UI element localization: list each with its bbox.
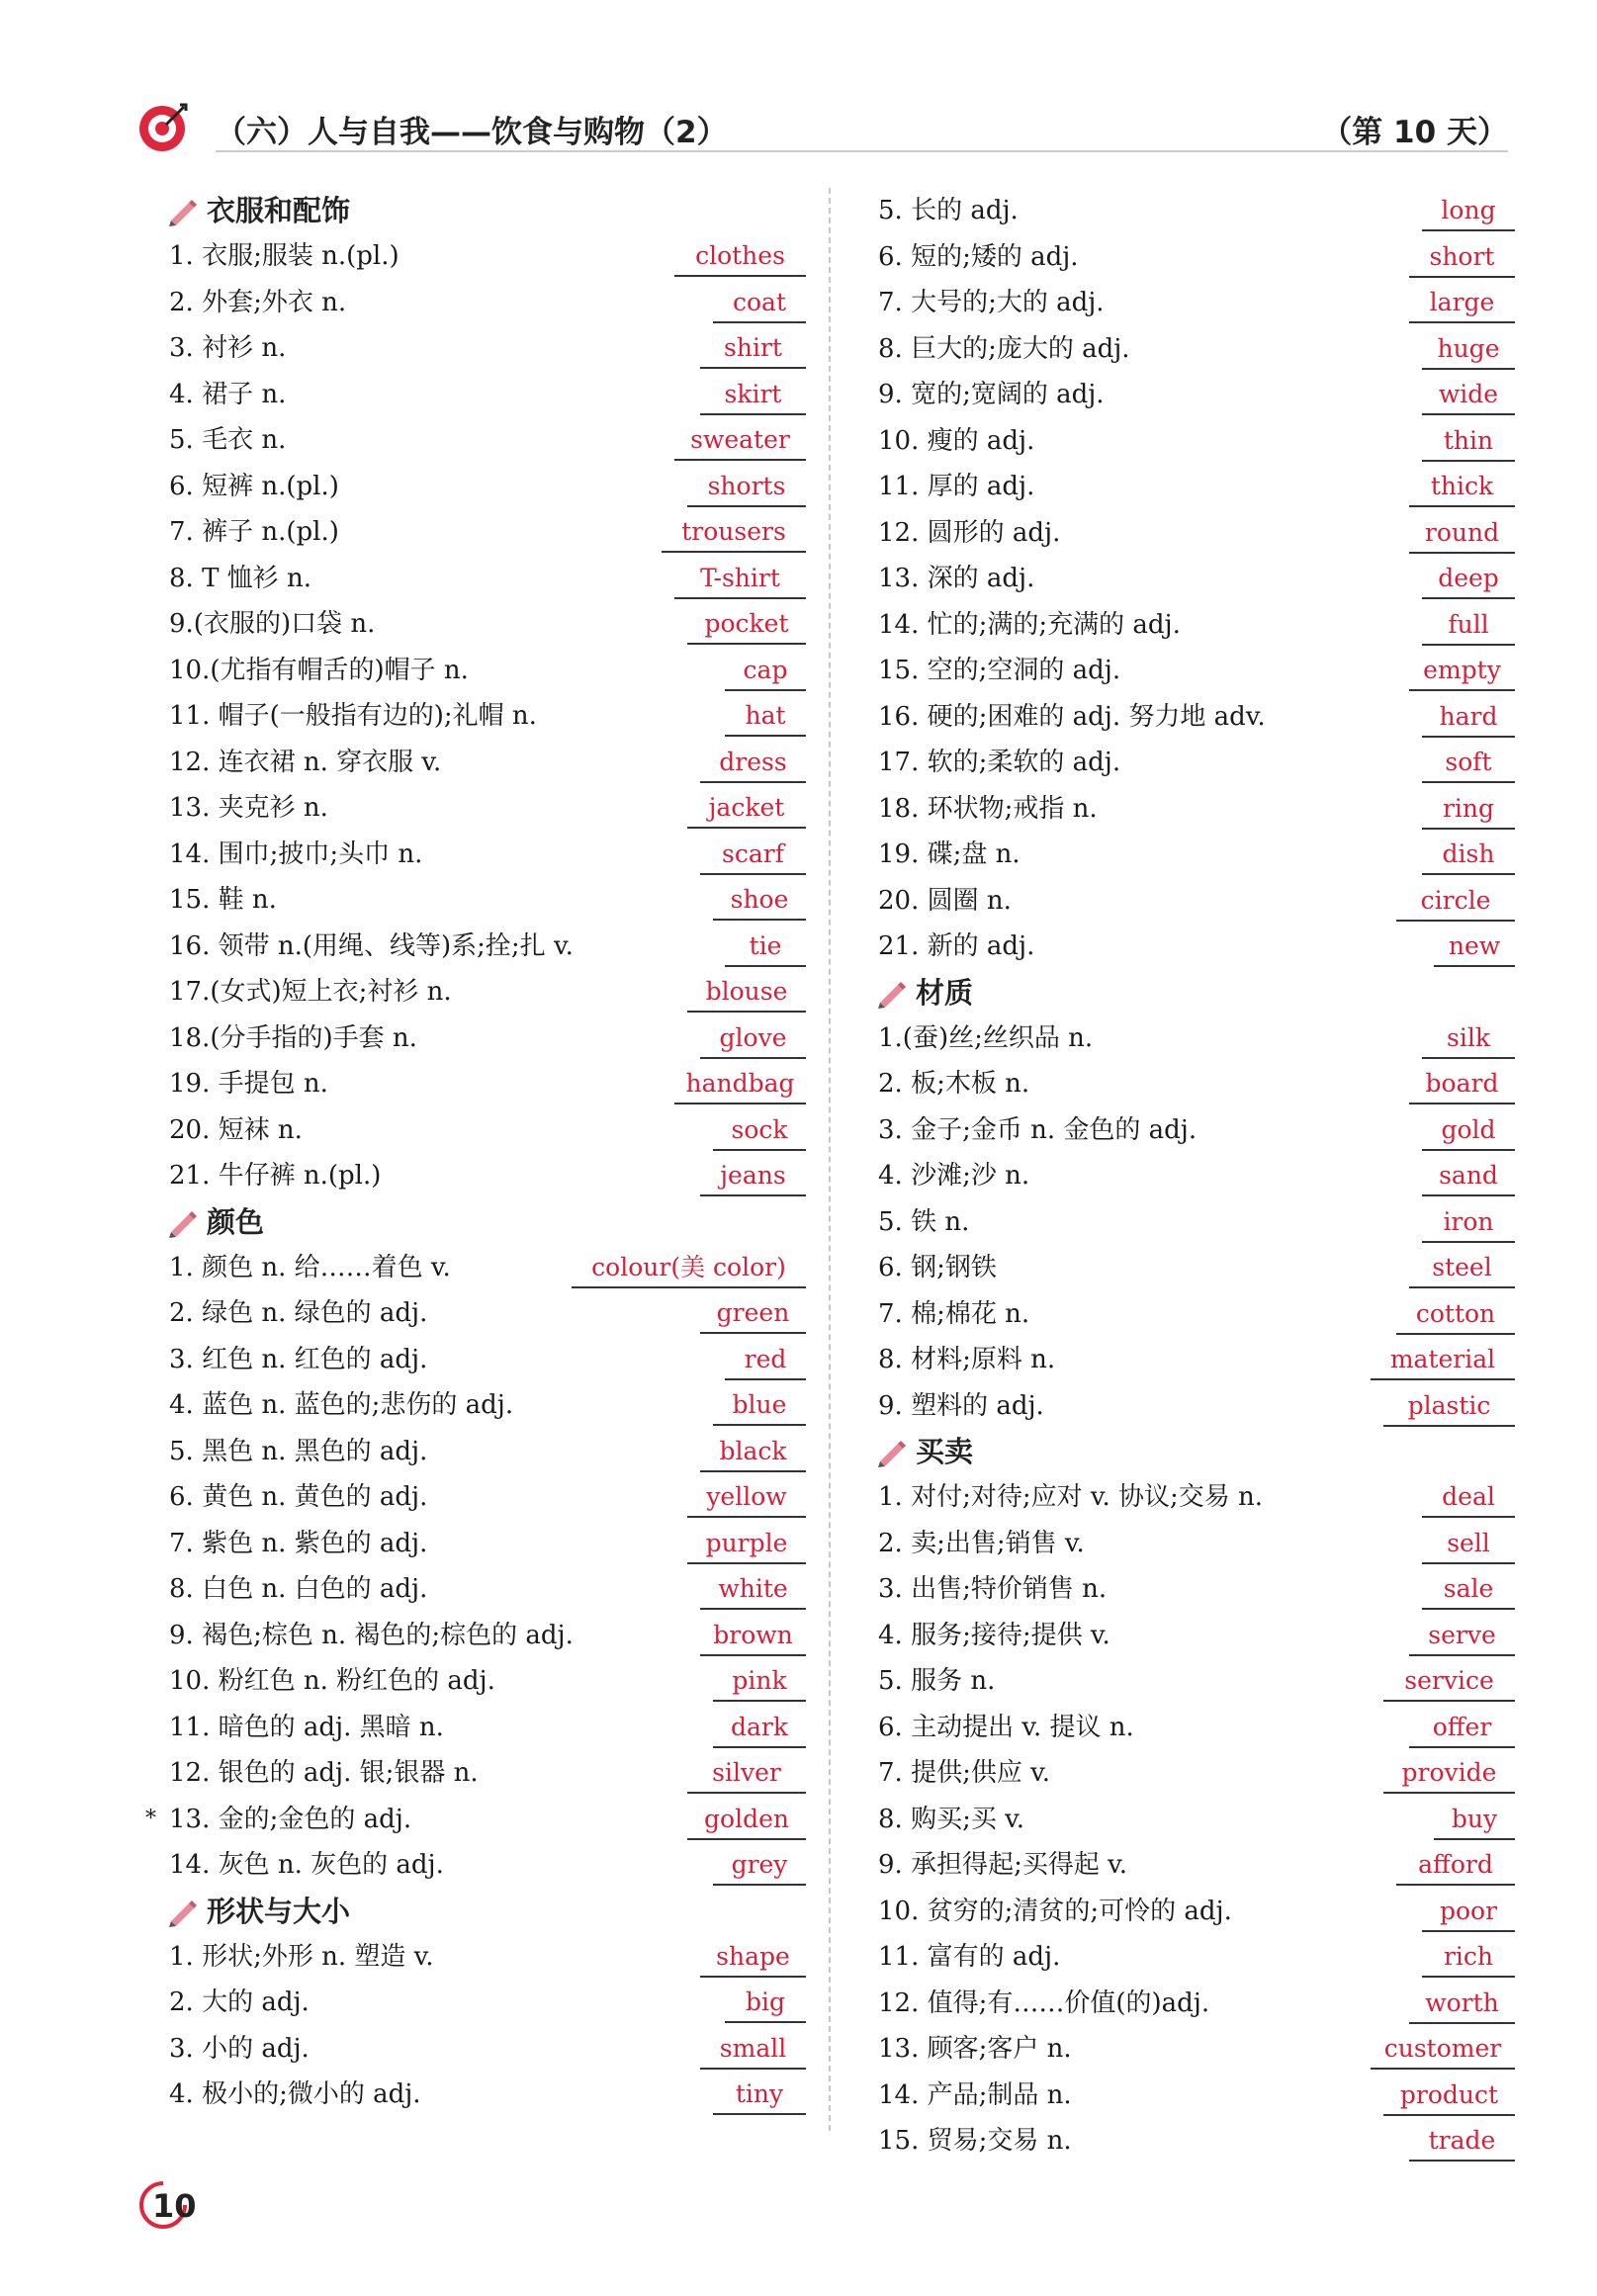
vocab-definition: 3. 红色 n. 红色的 adj.: [169, 1344, 428, 1374]
vocab-row: [163, 740, 806, 786]
vocab-answer: new: [1434, 927, 1515, 967]
vocab-row: [872, 1521, 1515, 1567]
vocab-row: [872, 1291, 1515, 1338]
vocab-definition: 5. 黑色 n. 黑色的 adj.: [169, 1436, 428, 1466]
pencil-icon: [876, 977, 908, 1009]
vocab-row: [872, 234, 1515, 281]
vocab-answer: big: [725, 1984, 806, 2023]
vocab-definition: 5. 铁 n.: [878, 1206, 970, 1237]
vocab-row: [872, 1566, 1515, 1613]
vocab-row: [163, 877, 806, 924]
vocab-answer: ring: [1422, 790, 1515, 830]
vocab-answer: red: [725, 1341, 806, 1380]
vocab-row: [163, 1842, 806, 1889]
vocab-definition: 10. 瘦的 adj.: [878, 425, 1035, 456]
vocab-definition: 10. 贫穷的;清贫的;可怜的 adj.: [878, 1896, 1232, 1926]
vocab-definition: 6. 短的;矮的 adj.: [878, 241, 1079, 272]
vocab-answer: dress: [700, 744, 806, 783]
vocab-definition: 15. 鞋 n.: [169, 885, 277, 915]
vocab-row: [872, 786, 1515, 833]
vocab-definition: 1. 衣服;服装 n.(pl.): [169, 241, 399, 271]
vocab-row: [872, 1016, 1515, 1062]
vocab-answer: iron: [1422, 1203, 1515, 1243]
left-column: [145, 188, 806, 2118]
vocab-definition: 1. 颜色 n. 给……着色 v.: [169, 1252, 451, 1282]
vocab-answer: clothes: [674, 237, 806, 277]
vocab-definition: 7. 棉;棉花 n.: [878, 1298, 1030, 1329]
vocab-answer: wide: [1422, 376, 1515, 415]
section-title: [163, 1199, 806, 1245]
vocab-definition: 13. 金的;金色的 adj.: [169, 1804, 412, 1834]
vocab-answer: sell: [1422, 1525, 1515, 1564]
vocab-definition: 2. 板;木板 n.: [878, 1069, 1030, 1099]
vocab-definition: 2. 大的 adj.: [169, 1987, 310, 2017]
vocab-row: [163, 1705, 806, 1751]
vocab-answer: short: [1409, 238, 1515, 278]
vocab-definition: 10. 粉红色 n. 粉红色的 adj.: [169, 1666, 495, 1696]
vocab-answer: rich: [1422, 1938, 1515, 1978]
vocab-answer: large: [1409, 284, 1515, 323]
pencil-icon: [167, 1206, 199, 1238]
vocab-answer: T-shirt: [674, 560, 806, 599]
vocab-answer: jeans: [700, 1157, 806, 1196]
vocab-row: [872, 832, 1515, 878]
vocab-row: [145, 1797, 806, 1843]
vocab-row: [872, 1153, 1515, 1199]
vocab-row: [872, 2026, 1515, 2073]
vocab-definition: 12. 银色的 adj. 银;银器 n.: [169, 1758, 479, 1788]
vocab-definition: 8. 购买;买 v.: [878, 1804, 1024, 1834]
vocab-row: [163, 372, 806, 418]
vocab-row: [872, 418, 1515, 465]
vocab-definition: 14. 灰色 n. 灰色的 adj.: [169, 1850, 444, 1880]
section-title-text: 买卖: [916, 1435, 974, 1468]
vocab-row: [163, 556, 806, 602]
vocab-definition: 12. 连衣裙 n. 穿衣服 v.: [169, 747, 442, 777]
vocab-answer: jacket: [687, 789, 806, 829]
vocab-definition: 7. 裤子 n.(pl.): [169, 517, 339, 547]
page-title: （六）人与自我——饮食与购物（2）: [216, 115, 728, 150]
vocab-definition: 6. 钢;钢铁: [878, 1253, 997, 1282]
vocab-definition: 1.(蚕)丝;丝织品 n.: [878, 1022, 1094, 1053]
vocab-definition: 16. 领带 n.(用绳、线等)系;拴;扎 v.: [169, 930, 574, 961]
vocab-answer: trade: [1409, 2122, 1515, 2162]
page-header: [129, 99, 1508, 154]
vocab-list: [872, 1016, 1515, 1430]
section-title: [163, 188, 806, 233]
vocab-list: [145, 1245, 806, 1889]
vocab-answer: pink: [713, 1662, 806, 1702]
vocab-definition: 11. 厚的 adj.: [878, 472, 1035, 501]
vocab-answer: long: [1422, 192, 1515, 231]
vocab-answer: sock: [713, 1111, 806, 1151]
vocab-answer: trousers: [662, 513, 806, 553]
vocab-definition: 6. 短裤 n.(pl.): [169, 471, 339, 501]
vocab-definition: 11. 富有的 adj.: [878, 1942, 1061, 1972]
vocab-definition: 14. 产品;制品 n.: [878, 2079, 1072, 2110]
section-title: [872, 1429, 1515, 1474]
vocab-row: [163, 601, 806, 648]
vocab-answer: grey: [713, 1846, 806, 1886]
vocab-answer: black: [700, 1433, 806, 1472]
vocab-answer: green: [700, 1294, 806, 1334]
vocab-definition: 10.(尤指有帽舌的)帽子 n.: [169, 655, 469, 685]
vocab-row: [872, 2073, 1515, 2119]
vocab-definition: 19. 碟;盘 n.: [878, 839, 1020, 869]
section-title: [163, 1889, 806, 1934]
vocab-definition: 3. 小的 adj.: [169, 2033, 310, 2064]
vocab-definition: 3. 出售;特价销售 n.: [878, 1574, 1108, 1604]
column-divider: [829, 188, 831, 2131]
right-column: [872, 188, 1515, 2164]
vocab-answer: hard: [1422, 698, 1515, 738]
vocab-answer: silk: [1422, 1019, 1515, 1059]
vocab-definition: 16. 硬的;困难的 adj. 努力地 adv.: [878, 701, 1266, 732]
vocab-definition: 4. 极小的;微小的 adj.: [169, 2079, 421, 2109]
vocab-row: [872, 510, 1515, 557]
vocab-row: [163, 1750, 806, 1797]
vocab-row: [163, 648, 806, 694]
vocab-answer: golden: [687, 1801, 806, 1840]
vocab-answer: hat: [725, 697, 806, 737]
vocab-row: [163, 417, 806, 464]
vocab-answer: tiny: [713, 2075, 806, 2115]
vocab-row: [163, 693, 806, 740]
vocab-definition: 9. 塑料的 adj.: [878, 1390, 1044, 1421]
vocab-row: [872, 1474, 1515, 1521]
vocab-row: [872, 1981, 1515, 2027]
section-title-text: 衣服和配饰: [207, 194, 351, 227]
vocab-answer: handbag: [674, 1065, 806, 1104]
vocab-row: [872, 1613, 1515, 1659]
vocab-row: [872, 326, 1515, 373]
vocab-row: [163, 1382, 806, 1429]
vocab-answer: provide: [1383, 1754, 1515, 1794]
vocab-list: [163, 233, 806, 1199]
pencil-icon: [167, 1896, 199, 1927]
vocab-row: [163, 1337, 806, 1383]
vocab-row: [163, 832, 806, 878]
section-title-text: 颜色: [207, 1204, 265, 1239]
vocab-definition: 11. 暗色的 adj. 黑暗 n.: [169, 1712, 444, 1742]
vocab-definition: 12. 值得;有……价值(的)adj.: [878, 1987, 1210, 2018]
vocab-row: [163, 1153, 806, 1199]
vocab-answer: board: [1409, 1065, 1515, 1104]
vocab-definition: 9. 宽的;宽阔的 adj.: [878, 380, 1105, 409]
vocab-answer: shirt: [700, 329, 806, 369]
vocab-row: [872, 924, 1515, 970]
vocab-answer: tie: [725, 927, 806, 967]
vocab-definition: 1. 形状;外形 n. 塑造 v.: [169, 1941, 434, 1972]
vocab-definition: 9. 承担得起;买得起 v.: [878, 1850, 1127, 1880]
vocab-row: [872, 280, 1515, 326]
vocab-list: [163, 1934, 806, 2118]
vocab-row: [872, 1797, 1515, 1843]
vocab-definition: 18.(分手指的)手套 n.: [169, 1022, 417, 1053]
vocab-row: [872, 1750, 1515, 1797]
vocab-answer: soft: [1422, 744, 1515, 783]
vocab-row: [872, 1199, 1515, 1246]
vocab-answer: customer: [1371, 2030, 1515, 2070]
vocab-row: [872, 1842, 1515, 1889]
vocab-row: [163, 1290, 806, 1337]
vocab-definition: 17.(女式)短上衣;衬衫 n.: [169, 977, 452, 1007]
vocab-definition: 6. 主动提出 v. 提议 n.: [878, 1712, 1134, 1742]
vocab-definition: 4. 沙滩;沙 n.: [878, 1161, 1030, 1191]
vocab-definition: 4. 服务;接待;提供 v.: [878, 1620, 1110, 1650]
vocab-answer: dark: [713, 1709, 806, 1748]
vocab-answer: shoe: [713, 881, 806, 921]
vocab-row: [872, 648, 1515, 694]
vocab-definition: 8. 巨大的;庞大的 adj.: [878, 333, 1130, 364]
vocab-answer: poor: [1422, 1893, 1515, 1932]
vocab-answer: silver: [687, 1754, 806, 1794]
vocab-row: [163, 1934, 806, 1981]
vocab-answer: shorts: [687, 468, 806, 507]
vocab-row: [163, 2026, 806, 2073]
vocab-definition: 15. 贸易;交易 n.: [878, 2126, 1072, 2156]
vocab-definition: 20. 圆圈 n.: [878, 885, 1012, 916]
vocab-row: [872, 1383, 1515, 1430]
vocab-definition: 8. 白色 n. 白色的 adj.: [169, 1574, 428, 1604]
vocab-row: [872, 602, 1515, 649]
section-title-text: 材质: [916, 975, 974, 1010]
vocab-row: [872, 878, 1515, 925]
vocab-row: [163, 1016, 806, 1062]
vocab-definition: 2. 卖;出售;销售 v.: [878, 1528, 1085, 1558]
vocab-answer: buy: [1434, 1801, 1515, 1840]
header-divider: [216, 150, 1508, 152]
vocab-answer: pocket: [687, 605, 806, 645]
vocab-answer: serve: [1409, 1617, 1515, 1656]
section-title: [872, 970, 1515, 1016]
vocab-answer: thin: [1422, 422, 1515, 462]
vocab-list: [872, 1474, 1515, 2164]
vocab-definition: 1. 对付;对待;应对 v. 协议;交易 n.: [878, 1482, 1264, 1512]
vocab-row: [872, 188, 1515, 234]
vocab-definition: 2. 绿色 n. 绿色的 adj.: [169, 1298, 428, 1328]
vocab-definition: 2. 外套;外衣 n.: [169, 287, 347, 317]
vocab-definition: 4. 蓝色 n. 蓝色的;悲伤的 adj.: [169, 1390, 514, 1420]
vocab-definition: 8. T 恤衫 n.: [169, 563, 311, 593]
pencil-icon: [167, 195, 199, 226]
vocab-answer: scarf: [700, 836, 806, 875]
vocab-answer: gold: [1422, 1111, 1515, 1151]
vocab-definition: 17. 软的;柔软的 adj.: [878, 748, 1121, 777]
vocab-row: [163, 969, 806, 1016]
vocab-answer: huge: [1422, 330, 1515, 370]
vocab-definition: 21. 新的 adj.: [878, 931, 1035, 961]
day-label: （第 10 天）: [1321, 115, 1508, 150]
section-title-text: 形状与大小: [207, 1894, 351, 1928]
vocab-answer: dish: [1422, 836, 1515, 875]
vocab-definition: 15. 空的;空洞的 adj.: [878, 656, 1121, 685]
vocab-row: [872, 556, 1515, 602]
vocab-row: [163, 1566, 806, 1613]
vocab-answer: material: [1371, 1341, 1515, 1380]
vocab-row: [872, 1705, 1515, 1751]
vocab-definition: 20. 短袜 n.: [169, 1114, 303, 1145]
vocab-row: [872, 1245, 1515, 1291]
vocab-row: [163, 1521, 806, 1567]
vocab-row: [163, 924, 806, 970]
vocab-row: [872, 1934, 1515, 1981]
vocab-definition: 5. 长的 adj.: [878, 196, 1019, 225]
vocab-definition: 13. 顾客;客户 n.: [878, 2034, 1072, 2064]
vocab-row: [872, 1658, 1515, 1705]
vocab-answer: full: [1422, 606, 1515, 646]
vocab-definition: 14. 围巾;披巾;头巾 n.: [169, 839, 423, 869]
vocab-row: [163, 233, 806, 280]
vocab-answer: blue: [713, 1386, 806, 1426]
vocab-definition: 13. 夹克衫 n.: [169, 793, 328, 823]
vocab-definition: 6. 黄色 n. 黄色的 adj.: [169, 1482, 428, 1512]
vocab-answer: skirt: [700, 376, 806, 415]
vocab-row: [872, 464, 1515, 510]
vocab-row: [163, 1474, 806, 1521]
vocab-row: [163, 1980, 806, 2026]
vocab-answer: sweater: [674, 421, 806, 461]
vocab-answer: brown: [700, 1617, 806, 1656]
vocab-answer: circle: [1396, 882, 1515, 922]
vocab-answer: blouse: [687, 973, 806, 1013]
vocab-definition: 4. 裙子 n.: [169, 379, 287, 409]
vocab-answer: product: [1383, 2076, 1515, 2116]
vocab-definition: 5. 服务 n.: [878, 1666, 996, 1696]
vocab-row: [163, 325, 806, 372]
vocab-answer: round: [1409, 514, 1515, 554]
vocab-definition: 21. 牛仔裤 n.(pl.): [169, 1161, 382, 1191]
vocab-answer: worth: [1409, 1985, 1515, 2024]
vocab-definition: 12. 圆形的 adj.: [878, 517, 1061, 548]
vocab-answer: white: [700, 1570, 806, 1610]
vocab-answer: thick: [1409, 468, 1515, 507]
vocab-list: [872, 188, 1515, 970]
vocab-definition: 8. 材料;原料 n.: [878, 1345, 1056, 1374]
vocab-definition: 7. 提供;供应 v.: [878, 1758, 1050, 1788]
vocab-row: [872, 740, 1515, 786]
vocab-row: [872, 1061, 1515, 1107]
vocab-answer: glove: [700, 1019, 806, 1059]
vocab-answer: empty: [1409, 652, 1515, 691]
vocab-row: [163, 1061, 806, 1107]
target-logo-icon: [136, 101, 190, 154]
vocab-answer: yellow: [687, 1478, 806, 1518]
vocab-definition: 7. 紫色 n. 紫色的 adj.: [169, 1528, 428, 1558]
vocab-answer: afford: [1396, 1846, 1515, 1886]
vocab-row: [872, 2118, 1515, 2164]
vocab-definition: 3. 金子;金币 n. 金色的 adj.: [878, 1114, 1198, 1145]
vocab-row: [163, 2072, 806, 2118]
vocab-definition: 14. 忙的;满的;充满的 adj.: [878, 609, 1181, 640]
vocab-row: [163, 464, 806, 510]
vocab-answer: sand: [1422, 1157, 1515, 1196]
vocab-row: [872, 694, 1515, 741]
vocab-answer: cap: [725, 652, 806, 691]
vocab-definition: 9. 褐色;棕色 n. 褐色的;棕色的 adj.: [169, 1620, 574, 1650]
vocab-definition: 7. 大号的;大的 adj.: [878, 288, 1105, 317]
optional-marker: *: [145, 1806, 156, 1831]
vocab-answer: purple: [687, 1525, 806, 1564]
vocab-row: [163, 785, 806, 832]
vocab-definition: 18. 环状物;戒指 n.: [878, 793, 1098, 824]
vocab-answer: deal: [1422, 1478, 1515, 1518]
vocab-answer: deep: [1422, 560, 1515, 599]
vocab-row: [872, 1107, 1515, 1154]
vocab-definition: 19. 手提包 n.: [169, 1069, 328, 1099]
vocab-row: [163, 1613, 806, 1659]
vocab-answer: offer: [1409, 1709, 1515, 1748]
vocab-row: [872, 372, 1515, 418]
vocab-definition: 3. 衬衫 n.: [169, 333, 287, 363]
page-number: 10: [152, 2187, 197, 2225]
vocab-row: [163, 1658, 806, 1705]
vocab-answer: small: [700, 2030, 806, 2070]
vocab-row: [872, 1889, 1515, 1935]
vocab-definition: 11. 帽子(一般指有边的);礼帽 n.: [169, 701, 537, 731]
vocab-definition: 9.(衣服的)口袋 n.: [169, 609, 376, 639]
vocab-row: [163, 280, 806, 326]
vocab-row: [163, 1429, 806, 1475]
vocab-answer: cotton: [1396, 1295, 1515, 1335]
vocab-definition: 5. 毛衣 n.: [169, 425, 287, 455]
vocab-row: [163, 509, 806, 556]
vocab-row: [872, 1337, 1515, 1383]
vocab-answer: steel: [1409, 1249, 1515, 1288]
vocab-answer: colour(美 color): [572, 1249, 806, 1288]
vocab-row: [163, 1245, 806, 1291]
pencil-icon: [876, 1436, 908, 1467]
vocab-definition: 13. 深的 adj.: [878, 564, 1035, 593]
vocab-answer: service: [1383, 1662, 1515, 1702]
vocab-answer: shape: [700, 1938, 806, 1978]
vocab-answer: sale: [1422, 1570, 1515, 1610]
vocab-answer: coat: [713, 284, 806, 323]
vocab-answer: plastic: [1383, 1387, 1515, 1427]
vocab-row: [163, 1107, 806, 1154]
